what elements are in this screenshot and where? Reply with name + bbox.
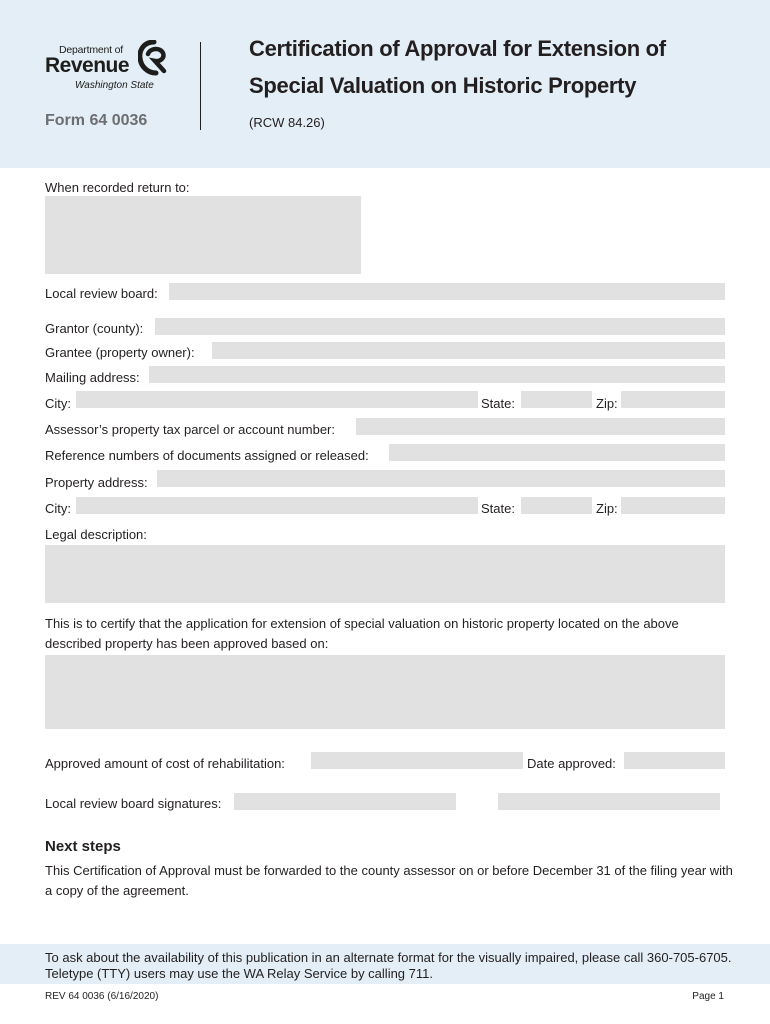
title-line-1: Certification of Approval for Extension of	[249, 36, 666, 61]
approval-basis-field[interactable]	[45, 655, 725, 729]
return-to-field[interactable]	[45, 196, 361, 274]
legal-description-field[interactable]	[45, 545, 725, 603]
property-city-field[interactable]	[76, 497, 478, 514]
mailing-zip-label: Zip:	[596, 396, 618, 411]
signature-field-1[interactable]	[234, 793, 456, 810]
page-title	[249, 30, 749, 104]
header-divider	[200, 42, 201, 130]
date-approved-label: Date approved:	[527, 756, 616, 771]
approved-amount-label: Approved amount of cost of rehabilitation:	[45, 756, 285, 771]
form-number: Form 64 0036	[45, 112, 148, 129]
mailing-state-label: State:	[481, 396, 515, 411]
signature-field-2[interactable]	[498, 793, 720, 810]
grantee-label: Grantee (property owner):	[45, 345, 195, 360]
accessibility-notice: To ask about the availability of this publication in an alternate format for the visually impaired, please call 360-705-6705. Teletype (TTY) users may use the WA Relay Service by calling 711.	[45, 950, 732, 981]
property-address-label: Property address:	[45, 475, 148, 490]
mailing-address-field[interactable]	[149, 366, 725, 383]
next-steps-text: This Certification of Approval must be forwarded to the county assessor on or before December 31 of the filing year with a copy of the agreement.	[45, 863, 733, 898]
property-state-field[interactable]	[521, 497, 592, 514]
title-line-2: Special Valuation on Historic Property	[249, 73, 637, 98]
signatures-label: Local review board signatures:	[45, 796, 222, 811]
legal-description-label: Legal description:	[45, 527, 147, 542]
dor-logo	[45, 40, 175, 96]
reference-numbers-label: Reference numbers of documents assigned or released:	[45, 448, 369, 463]
property-city-label: City:	[45, 501, 71, 516]
certify-statement: This is to certify that the application for extension of special valuation on historic property located on the above described property has been approved based on:	[45, 616, 679, 651]
local-review-board-label: Local review board:	[45, 286, 158, 301]
revision-number: REV 64 0036 (6/16/2020)	[45, 991, 159, 1002]
when-recorded-label: When recorded return to:	[45, 180, 190, 195]
mailing-city-field[interactable]	[76, 391, 478, 408]
grantee-field[interactable]	[212, 342, 725, 359]
property-address-field[interactable]	[157, 470, 725, 487]
date-approved-field[interactable]	[624, 752, 725, 769]
mailing-zip-field[interactable]	[621, 391, 725, 408]
page-number: Page 1	[692, 991, 724, 1002]
logo-revenue: Revenue	[45, 54, 130, 77]
mailing-city-label: City:	[45, 396, 71, 411]
property-zip-field[interactable]	[621, 497, 725, 514]
property-state-label: State:	[481, 501, 515, 516]
dor-swirl-icon	[138, 40, 170, 76]
logo-state: Washington State	[75, 80, 154, 91]
header-band	[0, 0, 770, 168]
mailing-address-label: Mailing address:	[45, 370, 140, 385]
mailing-state-field[interactable]	[521, 391, 592, 408]
grantor-label: Grantor (county):	[45, 321, 144, 336]
grantor-field[interactable]	[155, 318, 725, 335]
next-steps-heading: Next steps	[45, 838, 121, 855]
reference-numbers-field[interactable]	[389, 444, 725, 461]
rcw-reference: (RCW 84.26)	[249, 115, 325, 130]
logo-department: Department of	[59, 44, 123, 56]
parcel-field[interactable]	[356, 418, 725, 435]
local-review-board-field[interactable]	[169, 283, 725, 300]
parcel-label: Assessor’s property tax parcel or account number:	[45, 422, 335, 437]
approved-amount-field[interactable]	[311, 752, 523, 769]
property-zip-label: Zip:	[596, 501, 618, 516]
